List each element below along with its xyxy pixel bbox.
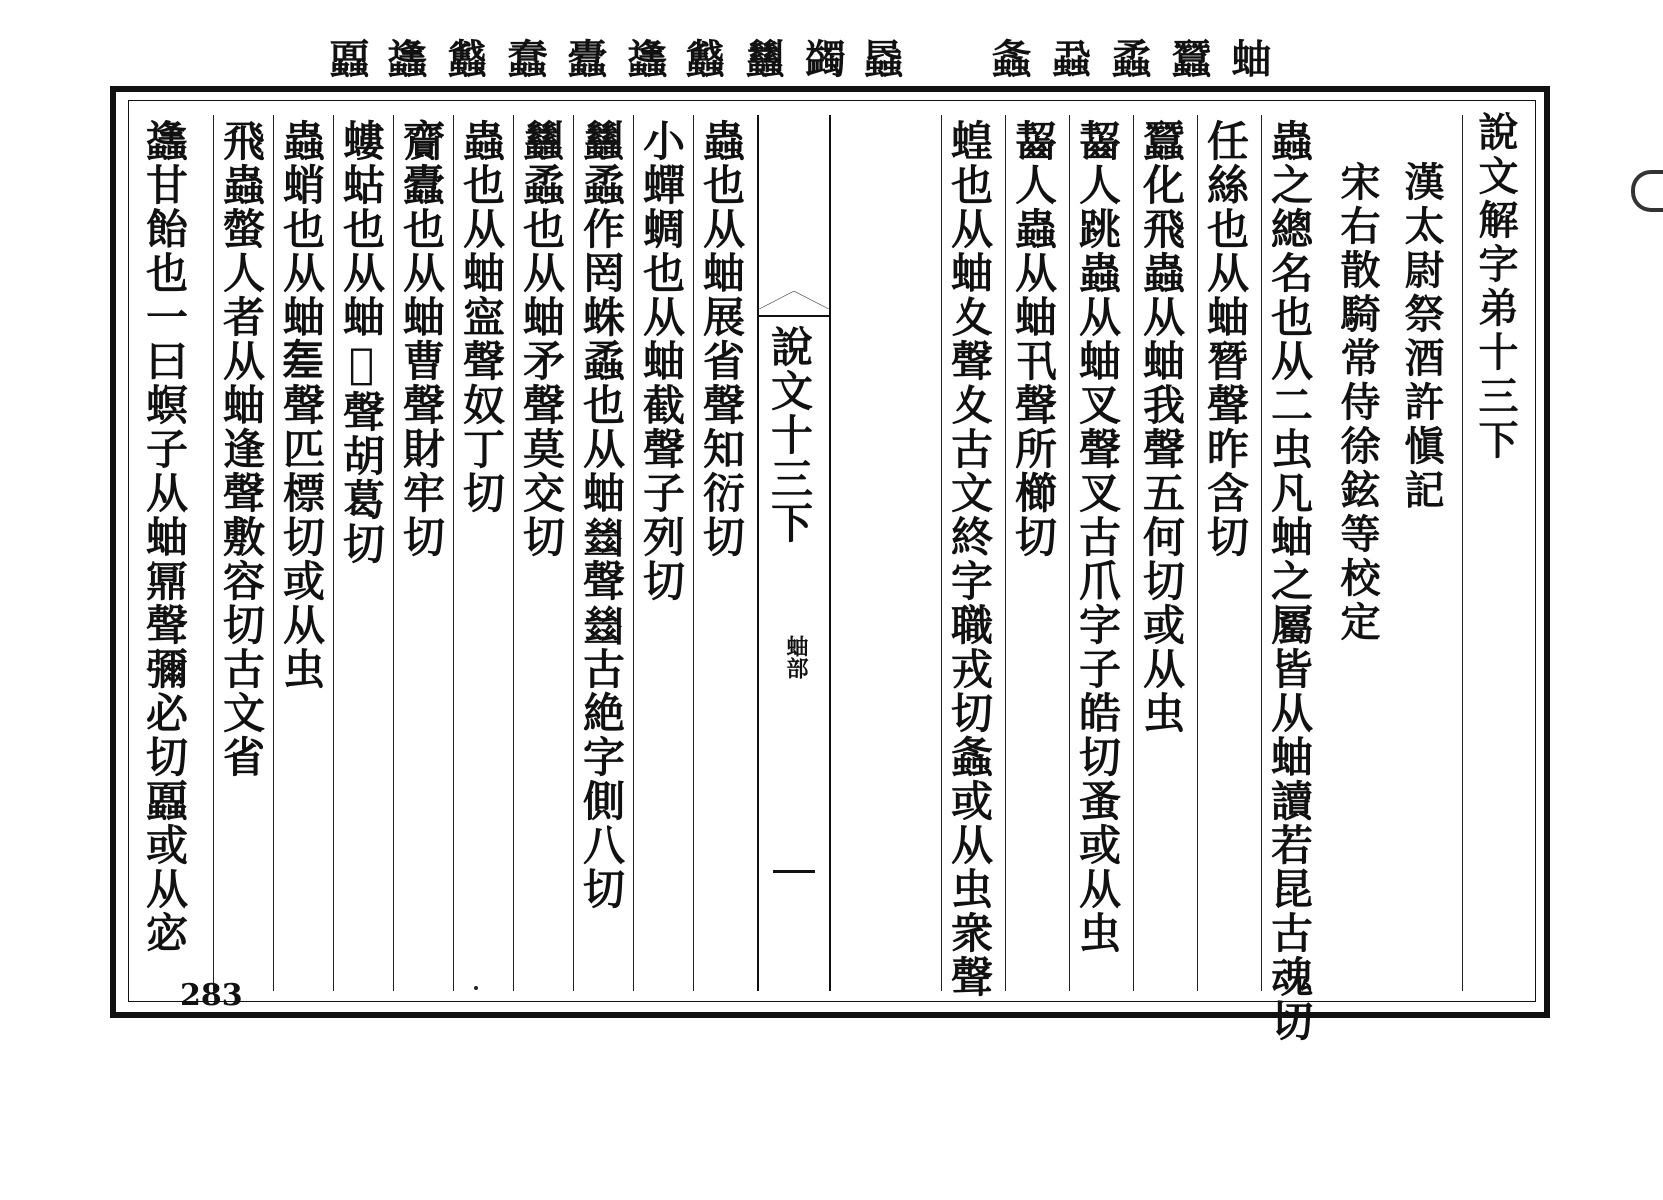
headword-row — [120, 38, 1600, 88]
entry-text: 蠶化飛蟲从蚰我聲五何切或从虫 — [1137, 119, 1186, 735]
entry-text: 蟲蛸也从蚰𢀡聲匹標切或从虫 — [277, 119, 326, 691]
headword: 蟊 — [1105, 38, 1152, 80]
entry-text: 蝗也从蚰夊聲夊古文終字職戎切螽或从虫衆聲 — [945, 119, 994, 999]
entry-text: 蠭甘飴也一曰螟子从蚰鼏聲彌必切蠠或从宓 — [140, 119, 189, 955]
headword: 蟁 — [857, 38, 904, 80]
entry-text: 螻蛄也从蚰𦻏聲胡葛切 — [337, 119, 386, 566]
entry-text: 齧人蟲从蚰卂聲所櫛切 — [1009, 119, 1058, 559]
entry-column — [453, 115, 517, 991]
headword: 蠭 — [381, 38, 428, 80]
headword: 蠽 — [679, 38, 726, 80]
entry-text: 蠿蟊作罔蛛蟊也从蚰𢇍聲𢇍古絶字側八切 — [577, 119, 626, 911]
entry-text: 小蟬蜩也从蚰截聲子列切 — [637, 119, 686, 603]
entry-text: 任絲也从蚰朁聲昨含切 — [1201, 119, 1250, 559]
entry-text: 蟲之總名也从二虫凡蚰之屬皆从蚰讀若昆古魂切 — [1265, 119, 1314, 1043]
entry-column — [213, 115, 277, 991]
spine-leaf-number — [759, 870, 829, 874]
entry-text: 齧人跳蟲从蚰叉聲叉古爪字子皓切蚤或从虫 — [1073, 119, 1122, 955]
headword: 蝨 — [1045, 38, 1092, 80]
binding-mark — [1631, 170, 1663, 212]
entry-column — [273, 115, 337, 991]
book-title: 說文解字弟十三下 — [1472, 111, 1519, 463]
headword: 螽 — [985, 38, 1032, 80]
entry-column — [693, 115, 757, 991]
entry-column — [1069, 115, 1133, 991]
book-title-column — [1467, 111, 1527, 463]
entry-column — [941, 115, 1005, 999]
entry-column — [1133, 115, 1197, 991]
spine-title: 說文十三下 — [765, 325, 814, 545]
entry-column — [1261, 115, 1325, 1043]
author-line: 漢太尉祭酒許愼記 — [1398, 161, 1445, 513]
headword: 蠲 — [799, 38, 846, 80]
headword: 蠿 — [739, 38, 786, 80]
editor-line-column — [1329, 161, 1389, 645]
inner-border — [128, 100, 1536, 1043]
entry-text: 飛蟲螫人者从蚰逢聲敷容切古文省 — [217, 119, 266, 779]
entry-text: 蟲也从蚰寍聲奴丁切 — [457, 119, 506, 515]
entry-column — [333, 115, 397, 991]
column-divider — [1462, 115, 1463, 991]
entry-column — [393, 115, 457, 991]
headword: 蚰 — [1225, 38, 1272, 80]
headword: 蠢 — [501, 38, 548, 80]
entry-text: 蠿蟊也从蚰矛聲莫交切 — [517, 119, 566, 559]
entry-column — [573, 115, 637, 991]
headword: 蠠 — [323, 38, 370, 80]
headword: 蠭 — [621, 38, 668, 80]
headword: 蠽 — [441, 38, 488, 80]
spine-column — [757, 115, 831, 991]
page-number: 283 — [180, 978, 243, 1013]
entry-text: 蟲也从蚰展省聲知衍切 — [697, 119, 746, 559]
spine-section: 蚰部 — [783, 635, 809, 679]
entry-text: 齎蠹也从蚰曹聲財牢切 — [397, 119, 446, 559]
entry-column — [633, 115, 697, 991]
text-frame — [110, 86, 1550, 1043]
headword: 蠹 — [561, 38, 608, 80]
headword: 蠶 — [1165, 38, 1212, 80]
speck — [474, 986, 478, 990]
spine-fishtail — [759, 285, 829, 317]
entry-column — [513, 115, 577, 991]
entry-column — [1005, 115, 1069, 991]
entry-column — [1197, 115, 1261, 991]
editor-line: 宋右散騎常侍徐鉉等校定 — [1334, 161, 1381, 645]
author-line-column — [1393, 161, 1453, 513]
entry-column — [137, 115, 209, 991]
